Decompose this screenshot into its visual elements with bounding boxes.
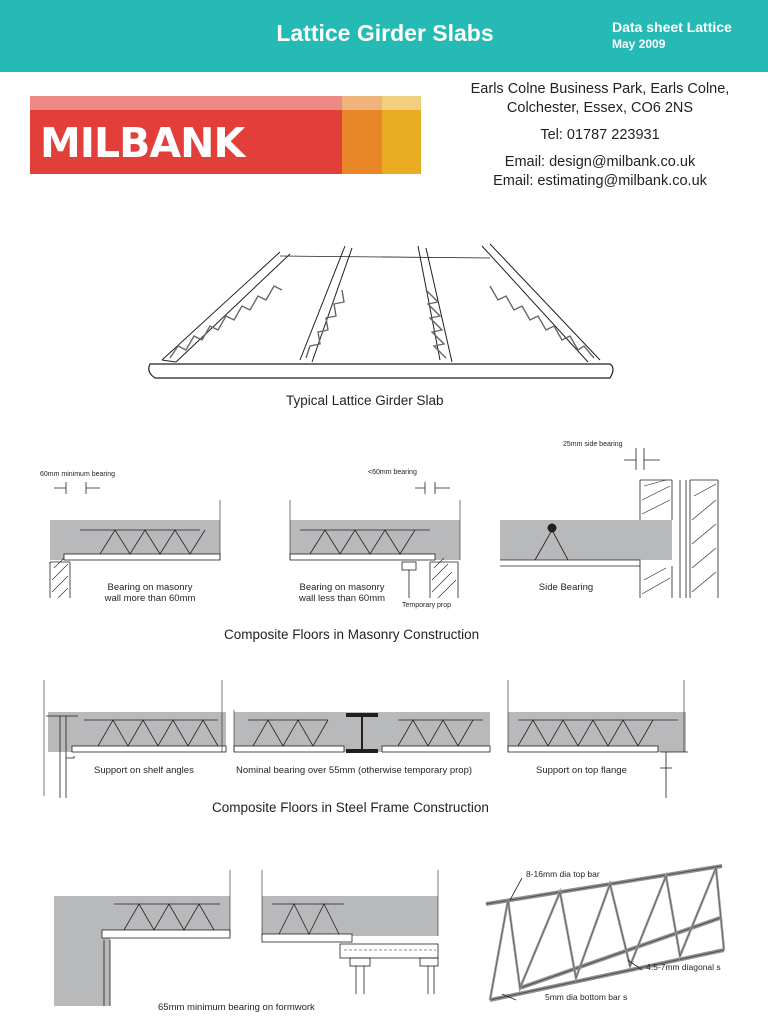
steel-frame-details	[38, 680, 688, 800]
email-design: Email: design@milbank.co.uk	[504, 154, 696, 170]
masonry-detail-3-label: Side Bearing	[538, 582, 594, 593]
temporary-prop-label: Temporary prop	[402, 602, 452, 609]
steel-caption: Composite Floors in Steel Frame Construction	[212, 800, 489, 815]
girder-bottom-bar-label: 5mm dia bottom bar s	[545, 992, 628, 1002]
girder-diagonal-label: 4.5-7mm diagonal s	[646, 962, 721, 972]
contact-block	[440, 80, 760, 191]
masonry-detail-3-dim: 25mm side bearing	[563, 441, 623, 448]
email-estimating: Email: estimating@milbank.co.uk	[493, 173, 707, 189]
logo-text: MILBANK	[40, 119, 245, 167]
girder-top-bar-label: 8-16mm dia top bar	[526, 869, 600, 879]
masonry-detail-2-dim: <60mm bearing	[368, 469, 417, 476]
masonry-detail-1-dim: 60mm minimum bearing	[40, 471, 116, 478]
steel-label-shelf-angles: Support on shelf angles	[94, 765, 194, 776]
lattice-girder-detail	[480, 860, 730, 1005]
address-line-1: Earls Colne Business Park, Earls Colne,	[470, 81, 730, 97]
sheet-label: Data sheet Lattice	[612, 19, 732, 35]
sheet-info	[612, 19, 732, 53]
telephone: Tel: 01787 223931	[540, 127, 660, 143]
formwork-detail	[44, 870, 444, 1010]
typical-slab-illustration	[140, 236, 620, 386]
milbank-logo	[30, 96, 421, 174]
masonry-detail-1-label: Bearing on masonry wall more than 60mm	[104, 582, 196, 604]
formwork-label: 65mm minimum bearing on formwork	[158, 1002, 315, 1013]
masonry-detail-3	[490, 440, 730, 600]
typical-slab-caption: Typical Lattice Girder Slab	[286, 393, 444, 408]
steel-label-nominal-bearing: Nominal bearing over 55mm (otherwise temporary prop)	[236, 765, 473, 776]
address-line-2: Colchester, Essex, CO6 2NS	[506, 100, 694, 116]
sheet-date: May 2009	[612, 37, 666, 51]
masonry-detail-2-label: Bearing on masonry wall less than 60mm	[298, 582, 386, 604]
page-title: Lattice Girder Slabs	[276, 20, 494, 46]
masonry-caption: Composite Floors in Masonry Construction	[224, 627, 480, 642]
steel-label-top-flange: Support on top flange	[536, 765, 627, 776]
